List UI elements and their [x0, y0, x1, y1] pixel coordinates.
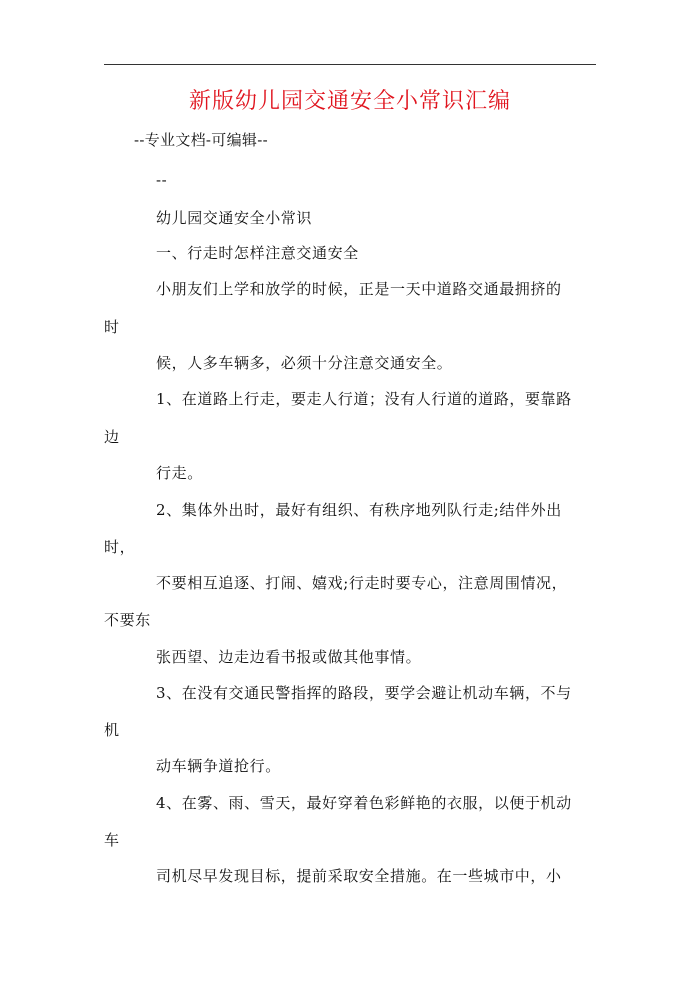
section-heading: 幼儿园交通安全小常识: [156, 209, 313, 227]
paragraph-line: 机: [104, 721, 120, 739]
paragraph-line: 时: [104, 318, 120, 336]
paragraph-line: 行走。: [156, 464, 203, 482]
paragraph-line: 车: [104, 831, 120, 849]
paragraph-line: 4、在雾、雨、雪天，最好穿着色彩鲜艳的衣服，以便于机动: [156, 794, 572, 812]
paragraph-line: 小朋友们上学和放学的时候，正是一天中道路交通最拥挤的: [156, 280, 562, 298]
paragraph-line: 不要东: [104, 611, 151, 629]
paragraph-line: 张西望、边走边看书报或做其他事情。: [156, 648, 422, 666]
paragraph-line: 3、在没有交通民警指挥的路段，要学会避让机动车辆，不与: [156, 684, 572, 702]
paragraph-line: 1、在道路上行走，要走人行道；没有人行道的道路，要靠路: [156, 390, 572, 408]
paragraph-line: 不要相互追逐、打闹、嬉戏;行走时要专心，注意周围情况，: [156, 574, 568, 592]
paragraph-line: 时，: [104, 538, 136, 556]
paragraph-line: 2、集体外出时，最好有组织、有秩序地列队行走;结伴外出: [156, 501, 562, 519]
subsection-heading: 一、行走时怎样注意交通安全: [156, 244, 359, 262]
paragraph-line: 边: [104, 428, 120, 446]
paragraph-line: 动车辆争道抢行。: [156, 757, 281, 775]
header-rule: [104, 64, 596, 65]
separator-dash: --: [156, 171, 168, 189]
paragraph-line: 候，人多车辆多，必须十分注意交通安全。: [156, 354, 453, 372]
paragraph-line: 司机尽早发现目标，提前采取安全措施。在一些城市中，小: [156, 867, 562, 885]
document-subtitle: --专业文档-可编辑--: [134, 131, 268, 149]
document-title: 新版幼儿园交通安全小常识汇编: [188, 89, 511, 114]
